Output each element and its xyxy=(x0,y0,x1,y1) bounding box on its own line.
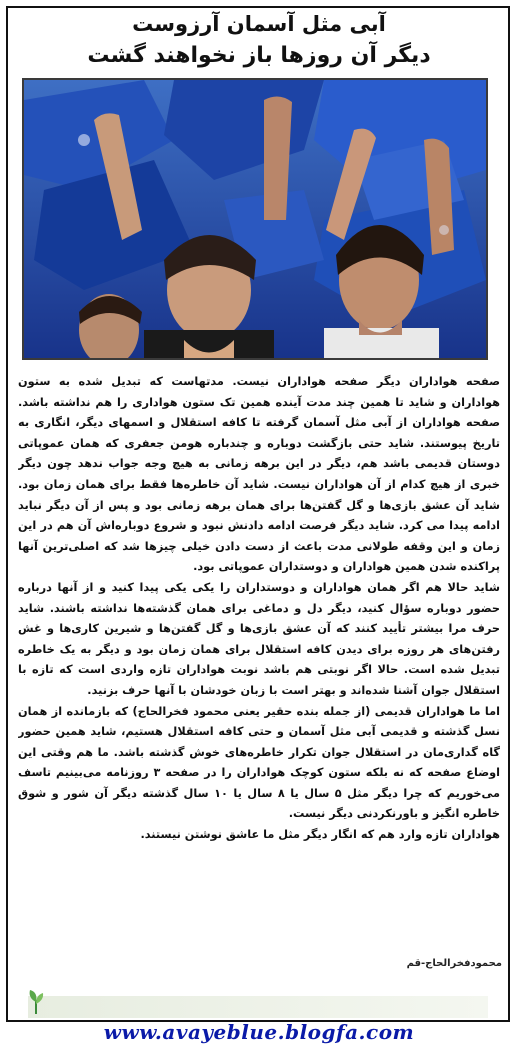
article-paragraph-3: اما ما هواداران قدیمی (از جمله بنده حقیر یعنی محمود فخرالحاج) که بازمانده از همان نسل گذشته و قدیمی آبی مثل آسمان و حتی کافه استقلال هستیم، شاید همین حضور گاه گداری‌مان در استقلال جوان تکرار خاطره‌های خوش گذشته باشد. ما هم وقتی این اوضاع صفحه که نه بلکه ستون کوچک هواداران را در صفحه ۳ روزنامه می‌بینیم تاسف می‌خوریم که چرا دیگر مثل ۵ سال یا ۸ سال یا ۱۰ سال گذشته دیگر آن شور و شوق خاطره انگیز و باورنکردنی دیگر نیست. xyxy=(18,704,500,821)
leaf-icon xyxy=(26,988,46,1014)
headline-line-1: آبی مثل آسمان آرزوست xyxy=(132,12,386,36)
author-signature: محمودفخرالحاج-قم xyxy=(406,958,502,969)
photo-fans-waving-blue-flags-icon xyxy=(24,80,486,358)
headline xyxy=(10,8,508,72)
footer-website-link[interactable]: www.avayeblue.blogfa.com xyxy=(103,1020,415,1044)
article-paragraph-2: شاید حالا هم اگر همان هواداران و دوستداران را یکی یکی پیدا کنید و از آنها درباره حضور دوباره سؤال کنید، دیگر دل و دماغی برای همان گذشته‌ها نداشته باشند. شاید حرف مرا بیشتر تأیید کنند که آن عشق بازی‌ها و گل گفتن‌ها و شیرین کاری‌ها و غش رفتن‌های هر روزه برای دیدن کافه استقلال برای همان زمان بود و دیگر به یک خاطره تبدیل شده است. حالا اگر نوبتی هم باشد نوبت هواداران تازه واردی است که تازه با استقلال جوان آشنا شده‌اند و بهتر است با زبان خودشان با آنها حرف بزنید. xyxy=(18,580,500,697)
article-body xyxy=(18,372,500,938)
article-paragraph-1: صفحه هواداران دیگر صفحه هواداران نیست. مدتهاست که تبدیل شده به ستون هواداران و شاید تا همین چند مدت آینده همین تک ستون هواداری را هم نداشته باشد. صفحه هواداران از آبی مثل آسمان گرفته تا کافه استقلال و اسمهای دیگر، انگاری به تاریخ پیوستند. شاید حتی بازگشت دوباره و چندباره هومن جعفری که همان عموپاتی دوستان قدیمی باشد هم، دیگر در این برهه زمانی به هیچ وجه جواب ندهد چون دیگر خبری از هیچ کدام از آن هواداران نیست. شاید آن خاطره‌ها فقط برای همان زمان بود. شاید آن عشق بازی‌ها و گل گفتن‌ها برای همان برهه زمانی بود و پس از آن دیگر نباید ادامه پیدا می کرد. شاید دیگر فرصت ادامه دادنش نبود و شروع دوباره‌اش آن هم در این زمان و این وقفه طولانی مدت باعث از دست دادن خیلی چیزها شد که اصلی‌ترین آنها پراکنده شدن همین هواداران و دوستداران عموپاتی بود. xyxy=(18,375,500,574)
headline-line-2: دیگر آن روزها باز نخواهند گشت xyxy=(87,43,431,68)
footer-band xyxy=(28,996,488,1018)
article-paragraph-4: هواداران تازه وارد هم که انگار دیگر مثل ما عاشق نوشتن نیستند. xyxy=(140,828,500,842)
fans-photo xyxy=(22,78,488,360)
